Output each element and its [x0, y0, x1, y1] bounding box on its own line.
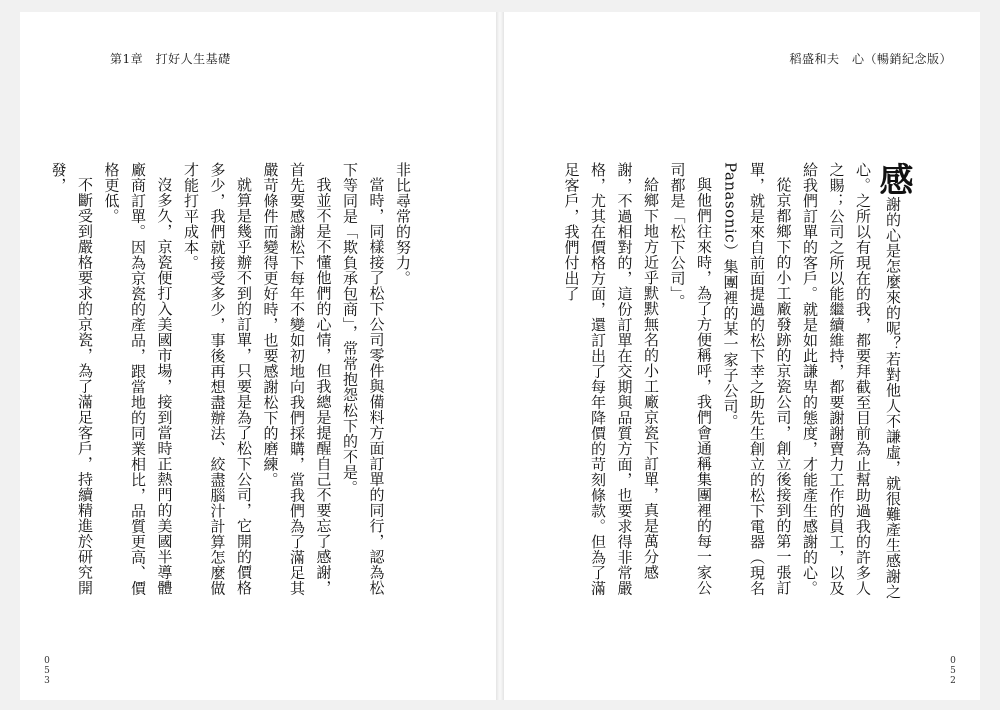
- left-paragraph-3: 我並不是不懂他們的心情，但我總是提醒自己不要忘了感謝，首先要感謝松下每年不變如初地向我們採購，當我們為了滿足其嚴苛條件而變得更好時，也要感謝松下的磨練。: [261, 162, 333, 596]
- left-paragraph-5: 沒多久，京瓷便打入美國市場，接到當時正熱門的美國半導體廠商訂單。因為京瓷的產品，跟當地的同業相比，品質更高、價格更低。: [102, 162, 174, 596]
- left-page: [20, 12, 496, 700]
- left-body-text: [49, 162, 416, 602]
- right-body-text: [562, 162, 913, 602]
- right-paragraph-3: 與他們往來時，為了方便稱呼，我們會通稱集團裡的每一家公司都是「松下公司」。: [668, 162, 713, 596]
- drop-cap: 感: [873, 162, 913, 197]
- left-page-number: 0 5 3: [44, 656, 50, 686]
- left-paragraph-4: 就算是幾乎辦不到的訂單，只要是為了松下公司，它開的價格多少，我們就接受多少，事後再想盡辦法、絞盡腦汁計算怎麼做才能打平成本。: [182, 162, 253, 596]
- right-paragraph-1: 感謝的心是怎麼來的呢？若對他人不謙虛，就很難產生感謝之心。之所以有現在的我，都要拜截至目前為止幫助過我的許多人之賜；公司之所以能繼續維持，都要謝謝賣力工作的員工，以及給我們訂單的客戶。就是如此謙卑的態度，才能產生感謝的心。: [801, 162, 913, 600]
- left-paragraph-1: 非比尋常的努力。: [394, 162, 412, 286]
- right-running-head: 稻盛和夫 心（暢銷紀念版）: [789, 52, 952, 66]
- left-paragraph-2: 當時，同樣接了松下公司零件與備料方面訂單的同行，認為松下等同是「欺負承包商」，常常抱怨松下的不是。: [341, 162, 386, 596]
- right-page-number: 0 5 2: [950, 656, 956, 686]
- left-running-head: 第1章 打好人生基礎: [110, 52, 231, 66]
- right-paragraph-4: 給鄉下地方近乎默默無名的小工廠京瓷下訂單，真是萬分感謝，不過相對的，這份訂單在交期與品質方面，也要求得非常嚴格，尤其在價格方面，還訂出了每年降價的苛刻條款。但為了滿足客戶，我們付出了: [562, 162, 660, 596]
- right-paragraph-2: 從京都鄉下的小工廠發跡的京瓷公司，創立後接到的第一張訂單，就是來自前面提過的松下幸之助先生創立的松下電器（現名Panasonic）集團裡的某一家子公司。: [721, 162, 793, 596]
- book-gutter: [496, 12, 504, 700]
- right-page: [504, 12, 980, 700]
- left-paragraph-6: 不斷受到嚴格要求的京瓷，為了滿足客戶，持續精進於研究開發，: [49, 162, 94, 596]
